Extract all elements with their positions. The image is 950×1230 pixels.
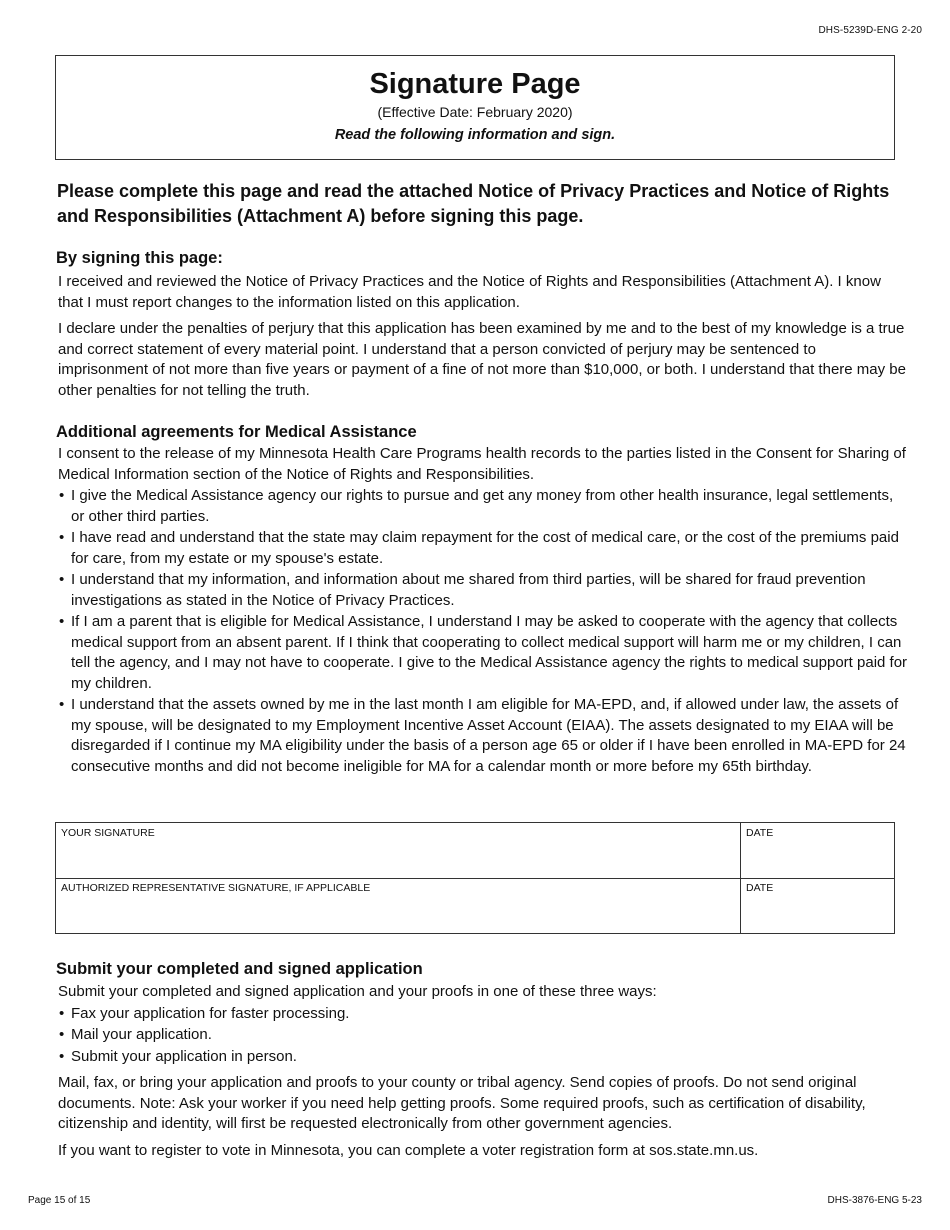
list-item-text: If I am a parent that is eligible for Medical Assistance, I understand I may be asked to cooperate with the agency that collects medical support from an absent parent. If I think that cooperating to collect medical support will harm me or my children, I can tell the agency, and I may not have to cooperate. I give to the Medical Assistance agency the rights to medical support paid for my children. (71, 613, 908, 692)
list-item-text: I give the Medical Assistance agency our rights to pursue and get any money from other health insurance, legal settlements, or other third parties. (71, 487, 894, 525)
signature-row (56, 823, 894, 879)
your-signature-field[interactable] (56, 823, 741, 878)
form-code-footer: DHS-3876-ENG 5-23 (827, 1195, 922, 1206)
representative-date-field[interactable] (741, 878, 894, 933)
submit-heading: Submit your completed and signed application (56, 960, 423, 978)
list-item-text: I have read and understand that the state may claim repayment for the cost of medical care, or the cost of the premiums paid for care, from my estate or my spouse's estate. (71, 529, 899, 567)
bullet-icon: • (59, 613, 65, 630)
ma-agreements-list (58, 486, 908, 777)
page-title: Signature Page (369, 68, 581, 100)
submit-intro: Submit your completed and signed application and your proofs in one of these three ways: (58, 983, 657, 1000)
representative-signature-field[interactable] (56, 878, 741, 933)
intro-notice: Please complete this page and read the attached Notice of Privacy Practices and Notice of Rights and Responsibilities (Attachment A) before signing this page. (57, 181, 890, 226)
form-code-top: DHS-5239D-ENG 2-20 (818, 25, 922, 36)
list-item (58, 612, 908, 694)
signature-date-label: DATE (746, 827, 774, 839)
by-signing-paragraph: I received and reviewed the Notice of Privacy Practices and the Notice of Rights and Responsibilities (Attachment A). I know that I must report changes to the information listed on this application. (58, 273, 881, 311)
voter-registration-note: If you want to register to vote in Minnesota, you can complete a voter registration form at sos.state.mn.us. (58, 1141, 759, 1159)
list-item-text: Submit your application in person. (71, 1047, 297, 1065)
bullet-icon: • (59, 529, 65, 546)
list-item-text: I understand that my information, and information about me shared from third parties, will be shared for fraud prevention investigations as stated in the Notice of Privacy Practices. (71, 571, 866, 609)
list-item (58, 528, 908, 569)
page-number: Page 15 of 15 (28, 1195, 91, 1206)
list-item (58, 1025, 908, 1046)
list-item-text: Fax your application for faster processing. (71, 1004, 350, 1022)
bullet-icon: • (59, 1004, 65, 1022)
list-item (58, 1047, 908, 1068)
bullet-icon: • (59, 696, 65, 713)
submit-methods-list (58, 1004, 908, 1068)
ma-consent-paragraph: I consent to the release of my Minnesota Health Care Programs health records to the parties listed in the Consent for Sharing of Medical Information section of the Notice of Rights and Responsibilities. (58, 445, 906, 483)
by-signing-section (58, 272, 908, 401)
representative-signature-label: AUTHORIZED REPRESENTATIVE SIGNATURE, IF APPLICABLE (61, 882, 371, 894)
list-item (58, 486, 908, 527)
signature-table (55, 822, 895, 934)
your-signature-label: YOUR SIGNATURE (61, 827, 155, 839)
list-item-text: Mail your application. (71, 1026, 212, 1043)
bullet-icon: • (59, 487, 65, 504)
perjury-paragraph: I declare under the penalties of perjury that this application has been examined by me and to the best of my knowledge is a true and correct statement of every material point. I understand that a person convicted of perjury may be sentenced to imprisonment of not more than five years or payment of a fine of not more than $10,000, or both. I understand that there may be other penalties for not telling the truth. (58, 320, 906, 399)
ma-agreements-heading: Additional agreements for Medical Assistance (56, 423, 417, 441)
representative-date-label: DATE (746, 882, 774, 894)
bullet-icon: • (59, 1047, 65, 1065)
list-item (58, 570, 908, 611)
list-item-text: I understand that the assets owned by me in the last month I am eligible for MA-EPD, and, if allowed under law, the assets of my spouse, will be designated to my Employment Incentive Asset Account (EIAA). The assets designated to my EIAA will be disregarded if I continue my MA eligibility under the basis of a person age 65 or older if I have been enrolled in MA-EPD for 24 consecutive months and did not become ineligible for MA for a calendar month or more before my 65th birthday. (71, 696, 906, 775)
submit-instructions: Mail, fax, or bring your application and proofs to your county or tribal agency. Send copies of proofs. Do not send original documents. Note: Ask your worker if you need help getting proofs. Some required proofs, such as certification of disability, citizenship and identity, will first be requested electronically from other government agencies. (58, 1074, 866, 1132)
by-signing-heading: By signing this page: (56, 249, 223, 267)
sign-instruction: Read the following information and sign. (334, 127, 616, 143)
effective-date: (Effective Date: February 2020) (377, 104, 573, 120)
bullet-icon: • (59, 571, 65, 588)
ma-agreements-section (58, 444, 908, 778)
representative-row (56, 878, 894, 933)
signature-date-field[interactable] (741, 823, 894, 878)
submit-section (58, 982, 908, 1161)
list-item (58, 1004, 908, 1025)
bullet-icon: • (59, 1026, 65, 1043)
list-item (58, 695, 908, 777)
title-box (55, 55, 895, 160)
